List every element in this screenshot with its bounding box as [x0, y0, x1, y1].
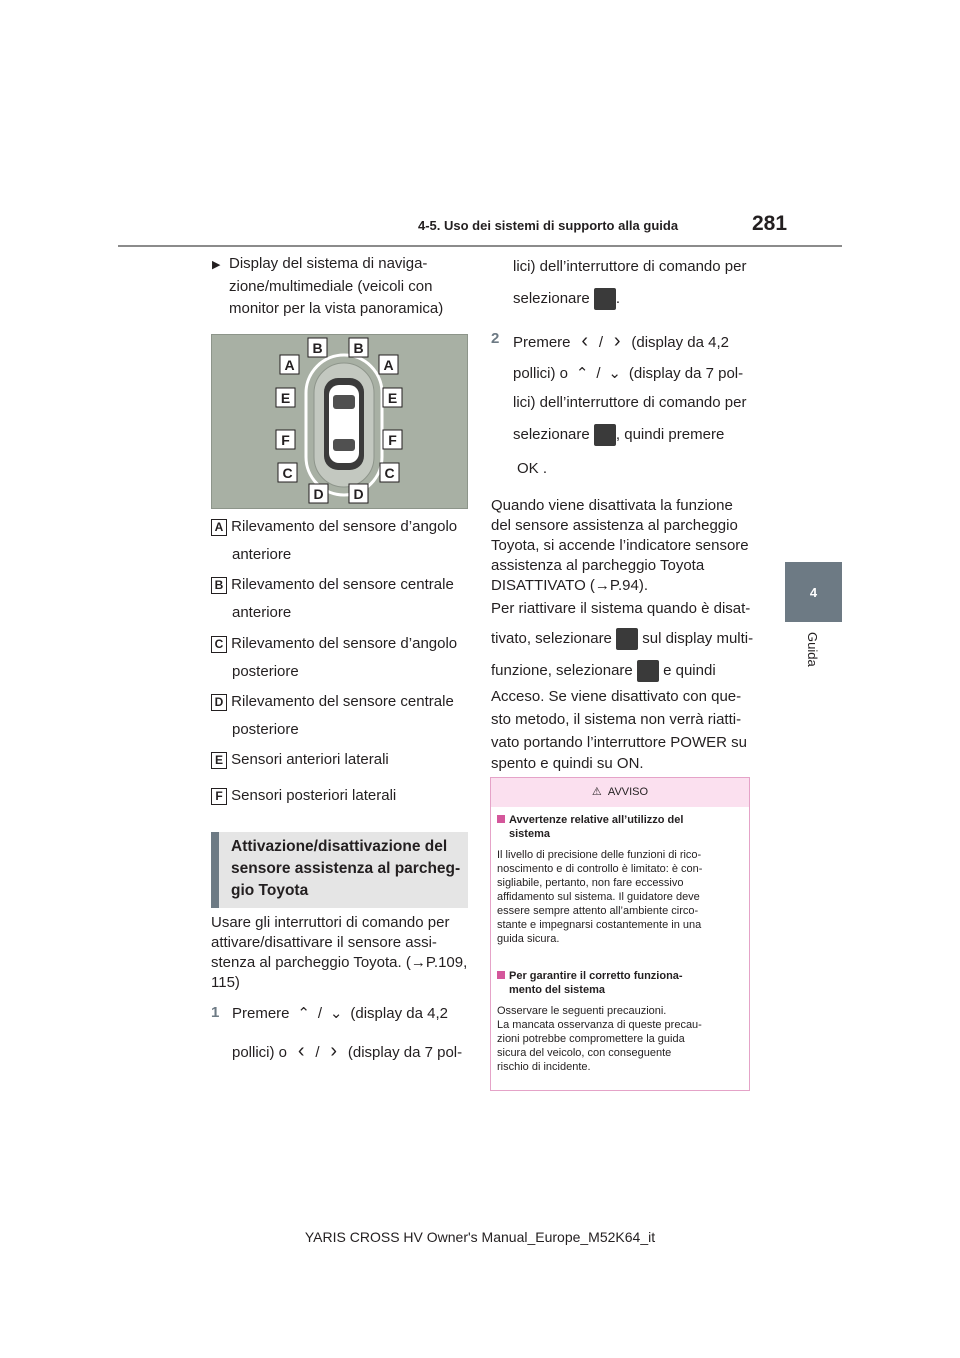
legend-item-a: [211, 518, 457, 536]
step-text: pollici) o: [232, 1044, 288, 1061]
step-text: /: [596, 365, 601, 382]
chevron-right-icon: ›: [330, 1040, 338, 1062]
step-text: /: [315, 1044, 320, 1061]
label-D-right: [349, 484, 368, 503]
step2-line2: [513, 364, 743, 382]
intro-line: Display del sistema di naviga-: [229, 255, 428, 272]
section-heading: [231, 836, 476, 902]
step-text: (display da 7 pol-: [347, 1044, 463, 1061]
warning-line: sigliabile, pertanto, non fare eccessivo: [497, 877, 684, 889]
intro-line: zione/multimediale (veicoli con: [229, 278, 433, 295]
label-B-left: [308, 338, 327, 357]
step-text: (display da 4,2: [350, 1005, 448, 1022]
section-heading-line: gio Toyota: [231, 882, 309, 899]
svg-text:C: C: [282, 465, 293, 481]
running-header: 4-5. Uso dei sistemi di supporto alla guida: [418, 218, 679, 233]
svg-text:B: B: [312, 340, 323, 356]
svg-text:E: E: [387, 390, 398, 406]
svg-text:A: A: [383, 357, 394, 373]
label-B-right: [349, 338, 368, 357]
svg-text:C: C: [384, 465, 395, 481]
para-line: Usare gli interruttori di comando per: [211, 914, 450, 931]
para-text: funzione, selezionare: [491, 661, 633, 679]
chevron-up-icon: ⌃: [297, 1005, 310, 1022]
triangle-bullet-icon: ▶: [212, 259, 221, 271]
warning-line: noscimento e di controllo è limitato: è con-: [497, 863, 703, 875]
legend-text: Rilevamento del sensore d’angolo: [231, 518, 458, 535]
chevron-up-icon: ⌃: [575, 365, 589, 382]
para2-line: Per riattivare il sistema quando è disat-: [491, 600, 751, 617]
para-line: 115): [211, 974, 240, 991]
label-C-right: [380, 463, 399, 482]
step-number: 1: [211, 1004, 220, 1021]
cont-text: selezionare: [513, 289, 590, 307]
label-F-right: [383, 430, 402, 449]
chevron-down-icon: ⌄: [608, 365, 621, 382]
chevron-left-icon: ‹: [297, 1040, 305, 1062]
para-line: attivare/disattivare il sensore assi-: [211, 934, 437, 951]
label-A-left: [280, 355, 299, 374]
legend-text: Rilevamento del sensore d’angolo: [231, 635, 458, 652]
warning-line: rischio di incidente.: [497, 1061, 591, 1073]
para2-line: Acceso. Se viene disattivato con que-: [491, 688, 742, 705]
step-text: Premere: [513, 334, 571, 351]
warning-line: essere sempre attento all’ambiente circo-: [497, 905, 699, 917]
cont-line2: [513, 288, 620, 310]
chevron-left-icon: ‹: [581, 330, 589, 352]
warning-subheading: [497, 813, 737, 841]
label-F-left: [276, 430, 295, 449]
svg-text:B: B: [353, 340, 364, 356]
label-E-right: [383, 388, 402, 407]
step-text: (display da 7 pol-: [628, 365, 744, 382]
legend-text: Rilevamento del sensore centrale: [231, 693, 454, 710]
legend-key: D: [211, 694, 227, 711]
sensor-diagram: [211, 334, 468, 509]
cont-text: .: [615, 289, 621, 307]
step-text: pollici) o: [513, 365, 569, 382]
ok-button-label: OK: [517, 460, 539, 477]
para-text: sul display multi-: [642, 629, 754, 647]
warning-header: [491, 778, 749, 807]
svg-text:F: F: [281, 432, 290, 448]
step1-line1: [232, 1004, 448, 1022]
warning-line: affidamento sul sistema. Il guidatore deve: [497, 891, 700, 903]
page-number: 281: [752, 212, 788, 235]
para1-line: Toyota, si accende l’indicatore sensore: [491, 537, 749, 554]
para2-line3: [491, 660, 716, 682]
legend-text: posteriore: [232, 721, 299, 738]
square-bullet-icon: [497, 971, 505, 979]
legend-item-d: [211, 693, 454, 711]
warning-subheading-text: mento del sistema: [509, 984, 605, 996]
parking-sensor-icon: [594, 424, 616, 446]
legend-text: anteriore: [232, 546, 292, 563]
chapter-number: 4: [809, 584, 818, 600]
para-line: stenza al parcheggio Toyota. (→P.109,: [211, 954, 468, 971]
square-bullet-icon: [497, 815, 505, 823]
warning-line: stante e impegnarsi costantemente in una: [497, 919, 702, 931]
legend-item-b: [211, 576, 454, 594]
warning-line: sicura del veicolo, con conseguente: [497, 1047, 672, 1059]
section-heading-box: [211, 832, 468, 908]
para-text: tivato, selezionare: [491, 629, 612, 647]
para1-line: assistenza al parcheggio Toyota: [491, 557, 705, 574]
legend-key: E: [211, 752, 227, 769]
sensor-diagram-graphic: [212, 335, 467, 508]
step-text: .: [542, 460, 548, 477]
legend-text: Sensori anteriori laterali: [231, 751, 389, 768]
section-heading-line: sensore assistenza al parcheg-: [231, 860, 461, 877]
legend-key: C: [211, 636, 227, 653]
para2-line: sto metodo, il sistema non verrà riatti-: [491, 711, 742, 728]
step-text: /: [317, 1005, 323, 1022]
legend-item-c: [211, 635, 457, 653]
step-text: Premere: [232, 1005, 290, 1022]
para1-line: DISATTIVATO (→P.94).: [491, 577, 648, 594]
legend-item-e: [211, 751, 389, 769]
svg-text:D: D: [313, 486, 324, 502]
chevron-right-icon: ›: [613, 330, 621, 352]
svg-text:E: E: [280, 390, 291, 406]
warning-line: La mancata osservanza di queste precau-: [497, 1019, 702, 1031]
legend-key: A: [211, 519, 227, 536]
step1-line2: [232, 1040, 462, 1063]
cont-line: lici) dell’interruttore di comando per: [513, 258, 747, 275]
warning-subheading-text: sistema: [509, 828, 550, 840]
warning-body: [497, 1004, 742, 1074]
legend-key: F: [211, 788, 227, 805]
step-number: 2: [491, 330, 500, 347]
para2-line: spento e quindi su ON.: [491, 755, 644, 772]
step-text: (display da 4,2: [631, 334, 729, 351]
warning-subheading-text: Per garantire il corretto funziona-: [509, 970, 683, 982]
step-text: /: [598, 334, 604, 351]
settings-icon: [594, 288, 616, 310]
warning-line: Osservare le seguenti precauzioni.: [497, 1005, 667, 1017]
parking-sensor-icon: [637, 660, 659, 682]
warning-body: [497, 848, 742, 946]
warning-box: [490, 777, 750, 1091]
step-text: selezionare: [513, 425, 590, 443]
label-A-right: [379, 355, 398, 374]
chevron-down-icon: ⌄: [329, 1005, 343, 1022]
legend-text: posteriore: [232, 663, 299, 680]
legend-text: anteriore: [232, 604, 292, 621]
para2-line2: [491, 628, 753, 650]
chapter-label: Guida: [805, 632, 820, 667]
warning-subheading: [497, 969, 737, 997]
svg-text:F: F: [388, 432, 397, 448]
warning-line: Il livello di precisione delle funzioni di rico-: [497, 849, 702, 861]
para1-line: del sensore assistenza al parcheggio: [491, 517, 738, 534]
section-heading-line: Attivazione/disattivazione del: [231, 838, 448, 855]
warning-triangle-icon: ⚠: [591, 786, 602, 798]
step2-line3: lici) dell’interruttore di comando per: [513, 394, 747, 411]
legend-key: B: [211, 577, 227, 594]
step-text: , quindi premere: [615, 425, 725, 443]
step2-line5: [517, 460, 547, 477]
warning-line: guida sicura.: [497, 933, 560, 945]
para-text: e quindi: [663, 661, 716, 679]
footer-text: YARIS CROSS HV Owner's Manual_Europe_M52K64_it: [304, 1229, 656, 1245]
label-D-left: [309, 484, 328, 503]
chapter-tab: [785, 562, 842, 622]
legend-text: Rilevamento del sensore centrale: [231, 576, 454, 593]
svg-text:D: D: [353, 486, 364, 502]
step2-line4: [513, 424, 724, 446]
para2-line: vato portando l’interruttore POWER su: [491, 734, 747, 751]
legend-item-f: [211, 787, 396, 805]
para1-line: Quando viene disattivata la funzione: [491, 497, 733, 514]
legend-text: Sensori posteriori laterali: [231, 787, 397, 804]
step2-line1: [513, 330, 729, 353]
warning-title: [491, 785, 749, 798]
warning-line: zioni potrebbe compromettere la guida: [497, 1033, 685, 1045]
svg-text:A: A: [284, 357, 295, 373]
settings-icon: [616, 628, 638, 650]
header-rule: [118, 245, 842, 247]
label-E-left: [276, 388, 295, 407]
warning-title-text: AVVISO: [607, 786, 649, 798]
label-C-left: [278, 463, 297, 482]
warning-subheading-text: Avvertenze relative all’utilizzo del: [509, 814, 684, 826]
intro-line: monitor per la vista panoramica): [229, 300, 444, 317]
